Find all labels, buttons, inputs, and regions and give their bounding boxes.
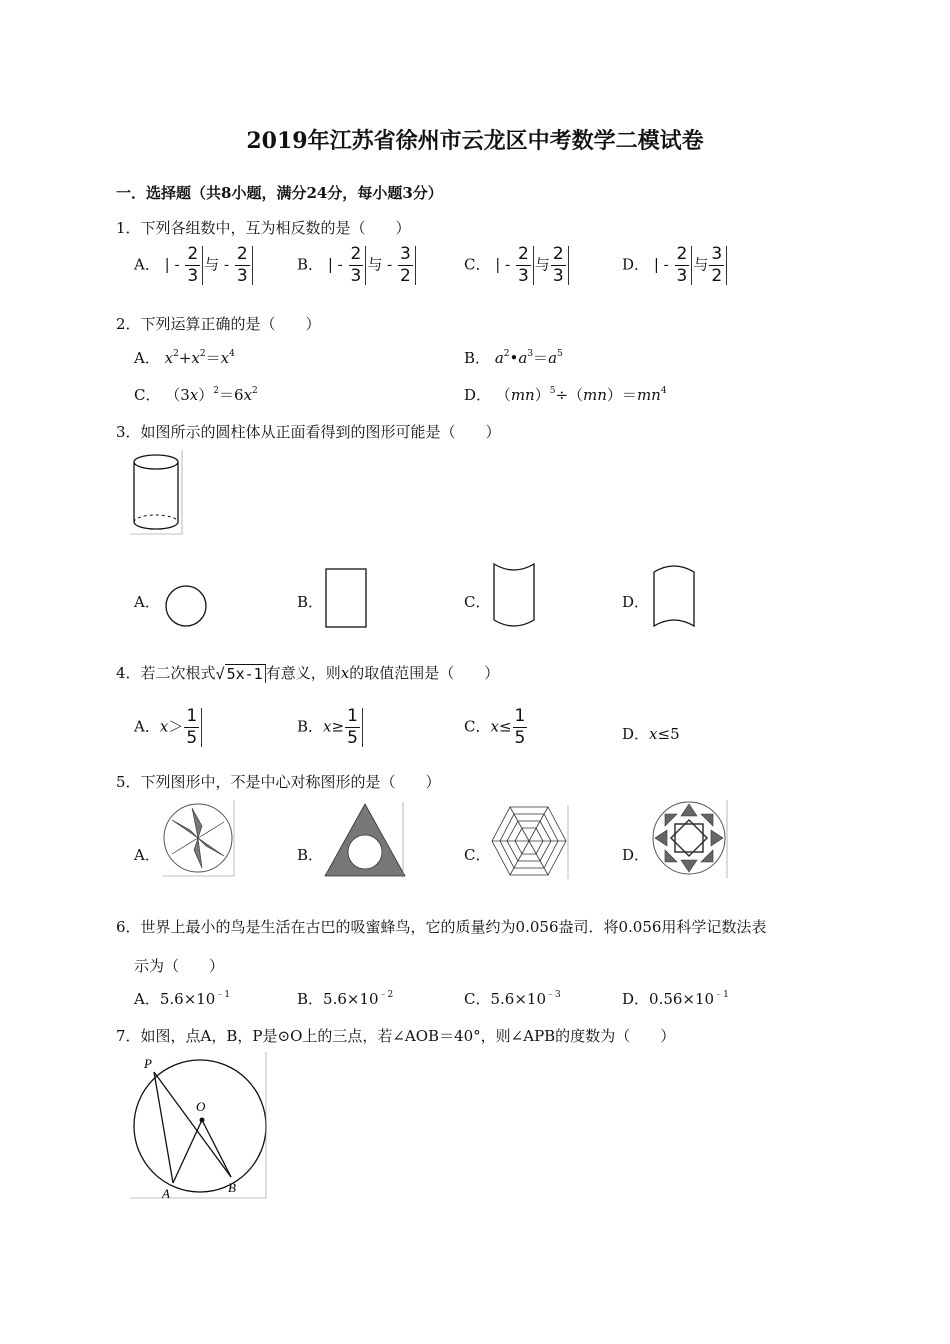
label-a: A	[162, 1186, 170, 1201]
fraction: $\frac{2}{3}$	[349, 246, 367, 285]
question-number: 5．	[116, 773, 141, 791]
q4-option-d: D．x≤5	[622, 725, 680, 743]
variable: x	[340, 664, 350, 682]
label-o: O	[196, 1099, 206, 1114]
q1-option-c	[464, 246, 570, 285]
fraction: $\frac{2}{3}$	[185, 246, 203, 285]
question-4	[116, 662, 499, 683]
q5-option-a: A．	[134, 846, 160, 864]
q2-option-d: D． $(mn)^5\div(mn)=mn^4$	[464, 386, 667, 404]
concave-rect-shape	[492, 562, 538, 630]
fraction: $\frac{2}{3}$	[516, 246, 534, 285]
q6-option-c: C．$5.6\times 10^{﹣3}$	[464, 990, 561, 1008]
q6-option-d: D．$0.56\times 10^{﹣1}$	[622, 990, 729, 1008]
q1-option-b	[297, 246, 417, 285]
and-word: 与	[693, 255, 709, 274]
circle-geometry-figure	[130, 1052, 270, 1202]
question-text: 有意义，则	[265, 664, 341, 682]
question-number: 3．	[116, 423, 141, 441]
label-p: P	[144, 1056, 152, 1071]
cylinder-figure	[130, 450, 186, 536]
q3-option-b: B．	[297, 593, 324, 611]
option-label: D．	[464, 386, 492, 404]
square-root: √ 5x-1	[216, 665, 266, 683]
option-label: B．	[464, 349, 491, 367]
abs-bar: |	[495, 255, 501, 274]
question-number: 7．	[116, 1027, 141, 1045]
option-label: A．	[134, 255, 160, 274]
q4-option-c: C．x≤ $\frac{1}{5}$	[464, 706, 526, 748]
question-number: 4．	[116, 664, 141, 682]
option-label: D．	[622, 255, 650, 274]
minus-sign: -	[387, 255, 393, 274]
question-1	[116, 217, 411, 238]
q3-option-d: D．	[622, 593, 650, 611]
q3-option-c: C．	[464, 593, 491, 611]
rectangle-shape	[325, 568, 369, 630]
minus-sign: -	[663, 255, 669, 274]
minus-sign: -	[337, 255, 343, 274]
question-text: 若二次根式	[140, 664, 216, 682]
minus-sign: -	[174, 255, 180, 274]
q2-option-c: C． $(3x)^2=6x^2$	[134, 386, 258, 404]
q2-option-a: A． $x^2+x^2=x^4$	[134, 349, 235, 367]
option-label: B．	[297, 255, 324, 274]
fraction: $\frac{3}{2}$	[398, 246, 416, 285]
q1-option-a	[134, 246, 254, 285]
question-number: 2．	[116, 315, 141, 333]
pinwheel-figure	[162, 800, 238, 878]
and-word: 与	[534, 255, 550, 274]
minus-sign: -	[223, 255, 230, 274]
abs-bar: |	[327, 255, 333, 274]
q6-option-b: B．$5.6\times 10^{﹣2}$	[297, 990, 394, 1008]
option-label: C．	[464, 255, 491, 274]
page-title: 2019年江苏省徐州市云龙区中考数学二模试卷	[246, 128, 704, 154]
abs-bar: |	[653, 255, 659, 274]
question-6-continued: 示为（ ）	[134, 957, 225, 975]
triangle-circle-figure	[323, 802, 407, 878]
question-text: 的取值范围是（ ）	[349, 664, 500, 682]
and-word: 与	[367, 255, 383, 274]
label-b: B	[228, 1180, 236, 1195]
question-7	[116, 1025, 675, 1046]
q5-option-b: B．	[297, 846, 324, 864]
option-label: A．	[134, 349, 160, 367]
and-word: 与	[204, 255, 220, 274]
section-heading: 一．选择题（共8小题，满分24分，每小题3分）	[116, 184, 443, 202]
star-square-figure	[651, 800, 731, 878]
q1-option-d	[622, 246, 728, 285]
question-text: 世界上最小的鸟是生活在古巴的吸蜜蜂鸟，它的质量约为0.056盎司．将0.056用科学记数法表	[140, 918, 767, 936]
question-6	[116, 916, 766, 937]
question-text: 下列运算正确的是（ ）	[140, 315, 321, 333]
question-text: 如图，点A，B，P是⊙O上的三点，若∠AOB＝40°，则∠APB的度数为（ ）	[140, 1027, 676, 1045]
question-text: 下列图形中，不是中心对称图形的是（ ）	[140, 773, 441, 791]
q6-option-a: A．$5.6\times 10^{﹣1}$	[134, 990, 231, 1008]
question-number: 6．	[116, 918, 141, 936]
question-text: 如图所示的圆柱体从正面看得到的图形可能是（ ）	[140, 423, 501, 441]
question-5	[116, 771, 441, 792]
convex-rect-shape	[652, 562, 698, 630]
circle-shape	[164, 584, 210, 630]
web-hexagon-figure	[490, 805, 570, 879]
fraction: $\frac{2}{3}$	[235, 246, 253, 285]
question-3	[116, 421, 501, 442]
q4-option-b: B．x≥ $\frac{1}{5}$	[297, 708, 364, 747]
q3-option-a: A．	[134, 593, 160, 611]
fraction: $\frac{2}{3}$	[551, 246, 569, 285]
minus-sign: -	[505, 255, 511, 274]
fraction: $\frac{2}{3}$	[675, 246, 693, 285]
question-number: 1．	[116, 219, 141, 237]
option-label: C．	[134, 386, 161, 404]
q4-option-a: A．x＞ $\frac{1}{5}$	[134, 708, 203, 747]
question-text: 下列各组数中，互为相反数的是（ ）	[140, 219, 411, 237]
fraction: $\frac{3}{2}$	[709, 246, 727, 285]
question-2	[116, 313, 321, 334]
abs-bar: |	[164, 255, 170, 274]
q5-option-c: C．	[464, 846, 491, 864]
q2-option-b: B． $a^2•a^3=a^5$	[464, 349, 563, 367]
q5-option-d: D．	[622, 846, 650, 864]
